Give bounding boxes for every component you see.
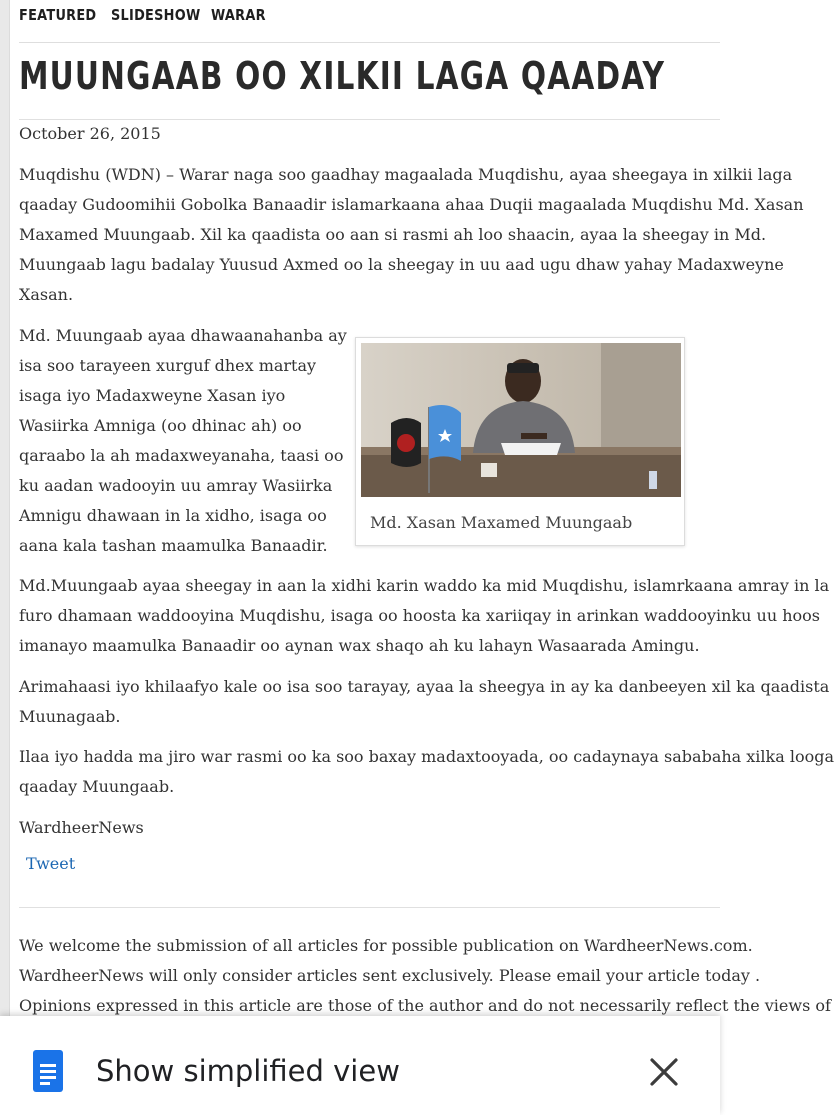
paragraph-line: ku aadan wadooyin uu amray Wasiirka	[19, 476, 333, 495]
paragraph-line: isa soo tarayeen xurguf dhex martay	[19, 356, 317, 375]
paragraph-line: imanayo maamulka Banaadir oo aynan wax shaqo ah ku lahayn Wasaarada Amingu.	[19, 636, 700, 655]
paragraph-line: We welcome the submission of all articles for possible publication on WardheerNews.com.	[19, 936, 753, 955]
paragraph-line: Muungaab lagu badalay Yuusud Axmed oo la sheegay in uu aad ugu dhaw yahay Madaxweyne	[19, 255, 784, 274]
document-icon	[33, 1050, 63, 1096]
nav-item-slideshow[interactable]: SLIDESHOW	[111, 6, 201, 24]
footer-divider	[19, 907, 720, 908]
left-margin-bar	[0, 0, 10, 1115]
paragraph-line: Amnigu dhawaan in la xidho, isaga oo	[19, 506, 327, 525]
paragraph-line: Md.Muungaab ayaa sheegay in aan la xidhi karin waddo ka mid Muqdishu, islamrkaana amray in la	[19, 576, 830, 595]
paragraph-line: furo dhamaan waddooyina Muqdishu, isaga oo hoosta ka xariiqay in arinkan waddooyinku uu hoos	[19, 606, 821, 625]
source-credit: WardheerNews	[19, 818, 144, 837]
figure-caption: Md. Xasan Maxamed Muungaab	[370, 513, 633, 532]
nav-item-warar[interactable]: WARAR	[211, 6, 266, 24]
paragraph-line: aana kala tashan maamulka Banaadir.	[19, 536, 328, 555]
article-title: MUUNGAAB OO XILKII LAGA QAADAY	[19, 54, 666, 98]
paragraph-line: Ilaa iyo hadda ma jiro war rasmi oo ka soo baxay madaxtooyada, oo cadaynaya sababaha xilka looga	[19, 747, 834, 766]
nav-item-featured[interactable]: FEATURED	[19, 6, 97, 24]
paragraph-line: Wasiirka Amniga (oo dhinac ah) oo	[19, 416, 302, 435]
close-icon[interactable]	[648, 1056, 680, 1092]
article-figure	[355, 337, 685, 546]
paragraph-line: isaga iyo Madaxweyne Xasan iyo	[19, 386, 286, 405]
top-nav	[19, 0, 720, 43]
paragraph-line: WardheerNews will only consider articles sent exclusively. Please email your article today .	[19, 966, 761, 985]
article-date: October 26, 2015	[19, 124, 161, 143]
paragraph-line: Muqdishu (WDN) – Warar naga soo gaadhay magaalada Muqdishu, ayaa sheegaya in xilkii laga	[19, 165, 793, 184]
tweet-link[interactable]: Tweet	[26, 854, 76, 873]
paragraph-line: Opinions expressed in this article are those of the author and do not necessarily reflect the views of	[19, 996, 831, 1015]
paragraph-line: qaaday Gudoomihii Gobolka Banaadir islamarkaana ahaa Duqii magaalada Muqdishu Md. Xasan	[19, 195, 804, 214]
photo-illustration	[361, 343, 681, 497]
paragraph-line: qaaday Muungaab.	[19, 777, 175, 796]
paragraph-line: Muunagaab.	[19, 707, 121, 726]
paragraph-line: qaraabo la ah madaxweyanaha, taasi oo	[19, 446, 344, 465]
paragraph-line: Arimahaasi iyo khilaafyo kale oo isa soo tarayay, ayaa la sheegya in ay ka danbeeyen xil ka qaadista	[19, 677, 830, 696]
article-photo[interactable]	[361, 343, 681, 497]
title-divider	[19, 119, 720, 120]
simplified-view-banner[interactable]	[0, 1016, 720, 1115]
paragraph-line: Maxamed Muungaab. Xil ka qaadista oo aan si rasmi ah loo shaacin, ayaa la sheegay in Md.	[19, 225, 767, 244]
paragraph-line: Md. Muungaab ayaa dhawaanahanba ay	[19, 326, 347, 345]
show-simplified-view-label[interactable]: Show simplified view	[96, 1054, 400, 1088]
paragraph-line: Xasan.	[19, 285, 74, 304]
